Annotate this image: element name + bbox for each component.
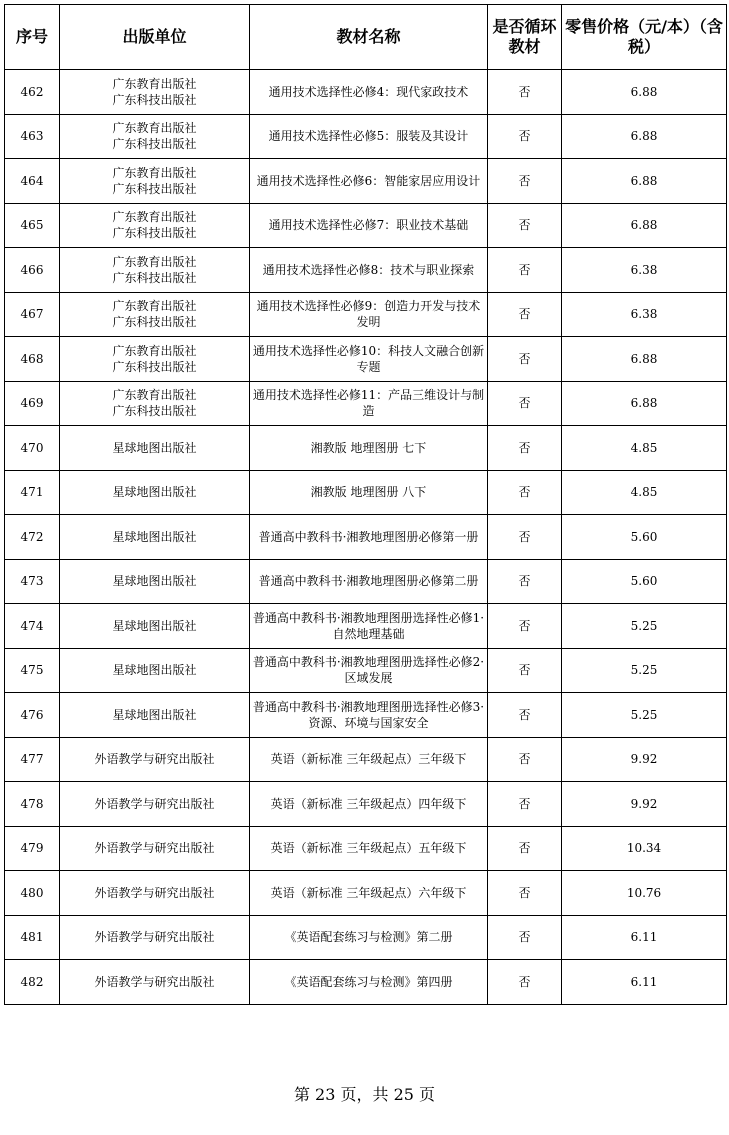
table-row [5,337,727,382]
cell-publisher [60,70,250,115]
table-row [5,114,727,159]
publisher-line: 外语教学与研究出版社 [94,974,215,989]
table-row [5,426,727,471]
cell-textbook-name: 英语（新标准 三年级起点）三年级下 [250,737,488,782]
table-row [5,826,727,871]
publisher-line: 星球地图出版社 [112,574,197,589]
publisher-line: 广东教育出版社 [112,76,197,91]
cell-recycle: 否 [488,292,562,337]
publisher-line: 广东教育出版社 [112,388,197,403]
publisher-line: 广东教育出版社 [112,210,197,225]
table-row [5,203,727,248]
table-row [5,604,727,649]
cell-seq: 470 [5,426,60,471]
cell-recycle: 否 [488,203,562,248]
cell-retail-price: 6.88 [562,70,727,115]
cell-textbook-name: 普通高中教科书·湘教地理图册必修第二册 [250,559,488,604]
cell-recycle: 否 [488,915,562,960]
header-textbook-name: 教材名称 [250,5,488,70]
cell-publisher [60,203,250,248]
cell-publisher [60,693,250,738]
cell-seq: 464 [5,159,60,204]
cell-recycle: 否 [488,960,562,1005]
cell-publisher [60,960,250,1005]
cell-publisher [60,114,250,159]
cell-retail-price: 6.88 [562,203,727,248]
publisher-line: 广东科技出版社 [112,181,197,196]
cell-seq: 467 [5,292,60,337]
header-recycle: 是否循环教材 [488,5,562,70]
cell-publisher [60,604,250,649]
cell-textbook-name: 普通高中教科书·湘教地理图册选择性必修1·自然地理基础 [250,604,488,649]
table-row [5,470,727,515]
cell-textbook-name: 通用技术选择性必修9：创造力开发与技术发明 [250,292,488,337]
cell-recycle: 否 [488,70,562,115]
cell-retail-price: 4.85 [562,470,727,515]
cell-retail-price: 9.92 [562,737,727,782]
cell-seq: 477 [5,737,60,782]
publisher-line: 星球地图出版社 [112,440,197,455]
table-row [5,559,727,604]
cell-textbook-name: 《英语配套练习与检测》第四册 [250,960,488,1005]
cell-textbook-name: 普通高中教科书·湘教地理图册选择性必修3·资源、环境与国家安全 [250,693,488,738]
publisher-line: 外语教学与研究出版社 [94,930,215,945]
cell-retail-price: 6.11 [562,915,727,960]
cell-publisher [60,515,250,560]
table-row [5,782,727,827]
publisher-line: 广东科技出版社 [112,404,197,419]
header-publisher: 出版单位 [60,5,250,70]
publisher-line: 星球地图出版社 [112,529,197,544]
table-row [5,159,727,204]
cell-recycle: 否 [488,470,562,515]
cell-publisher [60,292,250,337]
cell-seq: 466 [5,248,60,293]
header-seq: 序号 [5,5,60,70]
publisher-line: 星球地图出版社 [112,618,197,633]
cell-recycle: 否 [488,826,562,871]
publisher-line: 广东科技出版社 [112,315,197,330]
cell-recycle: 否 [488,159,562,204]
publisher-line: 星球地图出版社 [112,485,197,500]
cell-seq: 463 [5,114,60,159]
cell-seq: 462 [5,70,60,115]
cell-textbook-name: 湘教版 地理图册 八下 [250,470,488,515]
table-row [5,292,727,337]
table-row [5,915,727,960]
cell-retail-price: 5.60 [562,559,727,604]
table-row [5,248,727,293]
cell-textbook-name: 普通高中教科书·湘教地理图册选择性必修2·区域发展 [250,648,488,693]
textbook-price-table [4,4,727,1005]
cell-seq: 476 [5,693,60,738]
publisher-line: 广东科技出版社 [112,270,197,285]
cell-retail-price: 5.60 [562,515,727,560]
cell-textbook-name: 英语（新标准 三年级起点）四年级下 [250,782,488,827]
cell-seq: 482 [5,960,60,1005]
cell-recycle: 否 [488,693,562,738]
publisher-line: 外语教学与研究出版社 [94,841,215,856]
cell-seq: 465 [5,203,60,248]
page-number: 第 23 页，共 25 页 [293,1085,436,1104]
cell-retail-price: 6.88 [562,114,727,159]
table-row [5,871,727,916]
cell-retail-price: 9.92 [562,782,727,827]
cell-textbook-name: 通用技术选择性必修11：产品三维设计与制造 [250,381,488,426]
table-body [5,70,727,1005]
cell-retail-price: 6.88 [562,381,727,426]
cell-publisher [60,871,250,916]
header-retail-price: 零售价格（元/本）（含税） [562,5,727,70]
cell-textbook-name: 通用技术选择性必修7：职业技术基础 [250,203,488,248]
cell-recycle: 否 [488,337,562,382]
publisher-line: 广东科技出版社 [112,92,197,107]
cell-recycle: 否 [488,426,562,471]
cell-textbook-name: 通用技术选择性必修6：智能家居应用设计 [250,159,488,204]
publisher-line: 广东教育出版社 [112,165,197,180]
cell-retail-price: 4.85 [562,426,727,471]
cell-recycle: 否 [488,604,562,649]
publisher-line: 广东科技出版社 [112,226,197,241]
cell-recycle: 否 [488,737,562,782]
cell-retail-price: 10.34 [562,826,727,871]
cell-retail-price: 6.88 [562,337,727,382]
cell-seq: 468 [5,337,60,382]
cell-recycle: 否 [488,515,562,560]
cell-publisher [60,248,250,293]
cell-seq: 481 [5,915,60,960]
cell-textbook-name: 湘教版 地理图册 七下 [250,426,488,471]
publisher-line: 外语教学与研究出版社 [94,752,215,767]
cell-publisher [60,559,250,604]
table-row [5,381,727,426]
cell-recycle: 否 [488,782,562,827]
cell-publisher [60,381,250,426]
publisher-line: 广东科技出版社 [112,359,197,374]
cell-recycle: 否 [488,871,562,916]
cell-retail-price: 5.25 [562,648,727,693]
cell-publisher [60,826,250,871]
table-row [5,960,727,1005]
cell-retail-price: 6.38 [562,248,727,293]
cell-seq: 471 [5,470,60,515]
cell-publisher [60,915,250,960]
cell-textbook-name: 通用技术选择性必修5：服装及其设计 [250,114,488,159]
cell-seq: 479 [5,826,60,871]
cell-recycle: 否 [488,114,562,159]
cell-seq: 469 [5,381,60,426]
publisher-line: 广东教育出版社 [112,343,197,358]
cell-publisher [60,470,250,515]
cell-retail-price: 10.76 [562,871,727,916]
cell-textbook-name: 《英语配套练习与检测》第二册 [250,915,488,960]
cell-textbook-name: 通用技术选择性必修10：科技人文融合创新专题 [250,337,488,382]
cell-retail-price: 5.25 [562,604,727,649]
publisher-line: 外语教学与研究出版社 [94,796,215,811]
cell-publisher [60,648,250,693]
cell-publisher [60,782,250,827]
publisher-line: 广东科技出版社 [112,137,197,152]
cell-publisher [60,737,250,782]
cell-seq: 473 [5,559,60,604]
cell-textbook-name: 普通高中教科书·湘教地理图册必修第一册 [250,515,488,560]
cell-recycle: 否 [488,381,562,426]
cell-textbook-name: 英语（新标准 三年级起点）六年级下 [250,871,488,916]
publisher-line: 广东教育出版社 [112,299,197,314]
cell-seq: 474 [5,604,60,649]
table-header-row [5,5,727,70]
cell-retail-price: 6.88 [562,159,727,204]
cell-textbook-name: 通用技术选择性必修4：现代家政技术 [250,70,488,115]
cell-seq: 475 [5,648,60,693]
cell-publisher [60,426,250,471]
cell-textbook-name: 通用技术选择性必修8：技术与职业探索 [250,248,488,293]
table-row [5,648,727,693]
table-row [5,515,727,560]
cell-publisher [60,159,250,204]
table-row [5,737,727,782]
publisher-line: 广东教育出版社 [112,254,197,269]
publisher-line: 星球地图出版社 [112,707,197,722]
cell-seq: 478 [5,782,60,827]
table-row [5,70,727,115]
cell-retail-price: 6.38 [562,292,727,337]
cell-seq: 480 [5,871,60,916]
cell-publisher [60,337,250,382]
publisher-line: 广东教育出版社 [112,121,197,136]
publisher-line: 外语教学与研究出版社 [94,885,215,900]
cell-retail-price: 5.25 [562,693,727,738]
cell-textbook-name: 英语（新标准 三年级起点）五年级下 [250,826,488,871]
cell-recycle: 否 [488,559,562,604]
cell-seq: 472 [5,515,60,560]
cell-retail-price: 6.11 [562,960,727,1005]
cell-recycle: 否 [488,648,562,693]
table-row [5,693,727,738]
cell-recycle: 否 [488,248,562,293]
publisher-line: 星球地图出版社 [112,663,197,678]
